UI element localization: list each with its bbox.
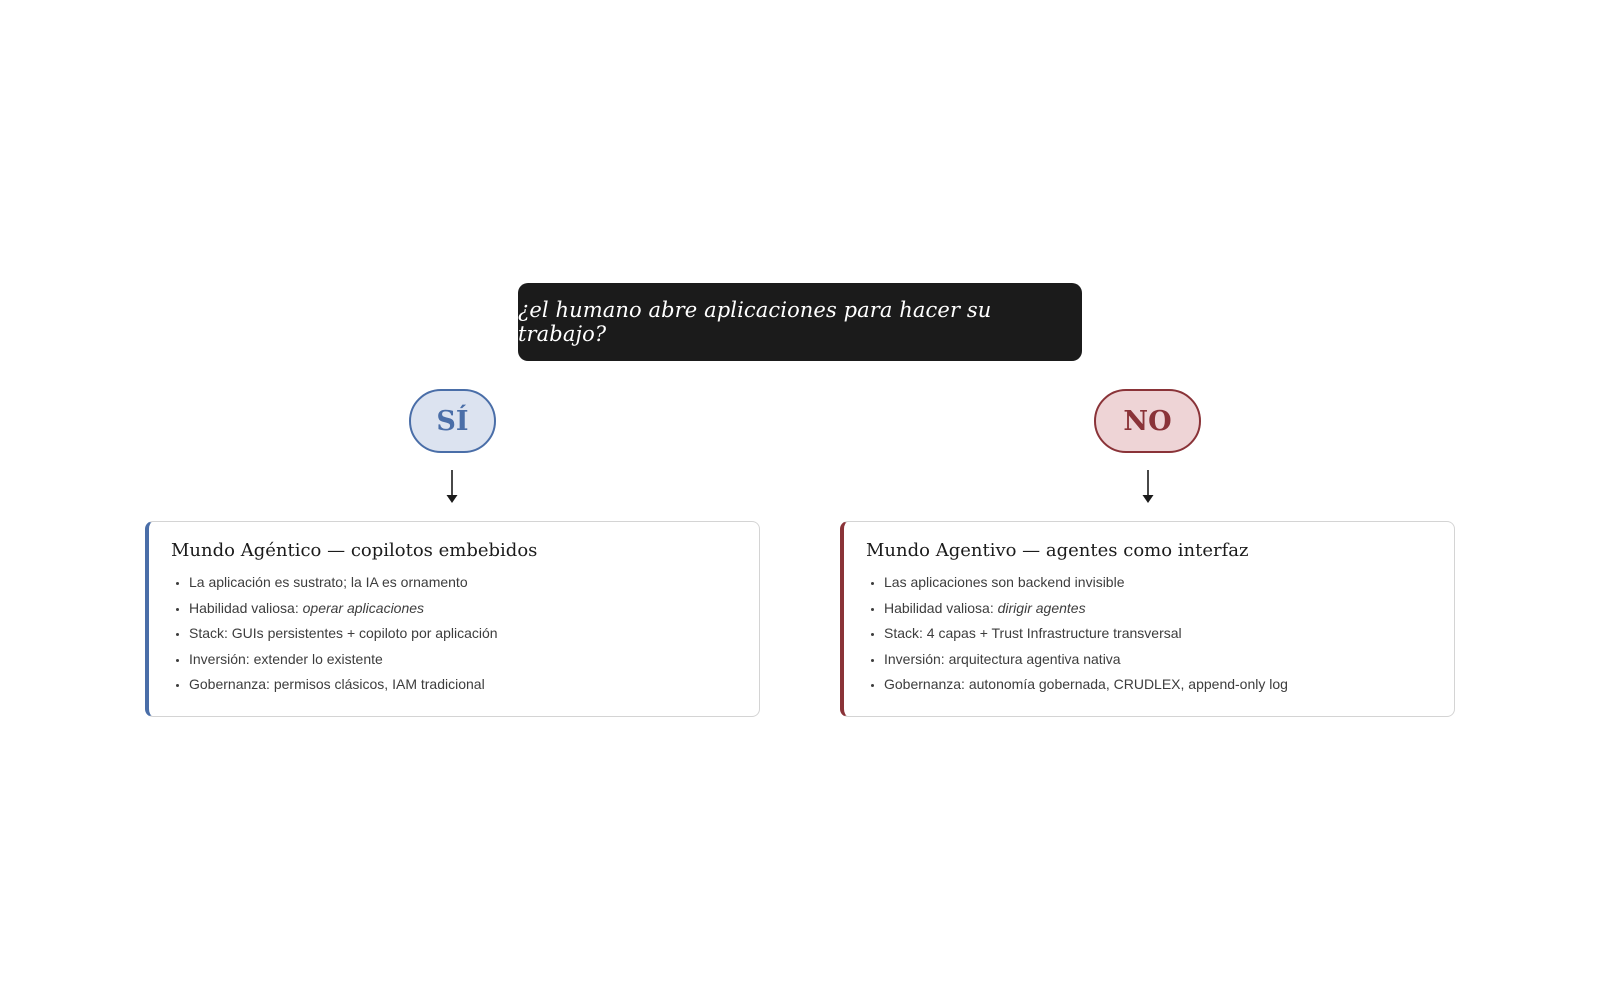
agentive-world-title: Mundo Agentivo — agentes como interfaz <box>866 540 1249 561</box>
agentive-world-list <box>866 570 1434 698</box>
agentic-world-list <box>171 570 739 698</box>
no-branch-pill <box>1094 389 1201 453</box>
list-item: • Habilidad valiosa: operar aplicaciones <box>189 596 739 622</box>
decision-question-text: ¿el humano abre aplicaciones para hacer su trabajo? <box>518 298 992 346</box>
list-item: • Gobernanza: permisos clásicos, IAM tradicional <box>189 672 739 698</box>
yes-branch-pill <box>409 389 496 453</box>
agentive-world-card <box>840 521 1455 717</box>
no-branch-label: NO <box>1123 405 1172 437</box>
no-arrow-icon <box>1141 470 1155 504</box>
decision-question <box>518 283 1082 361</box>
agentic-world-title: Mundo Agéntico — copilotos embebidos <box>171 540 538 561</box>
list-item: • Las aplicaciones son backend invisible <box>884 570 1434 596</box>
list-item: • Inversión: extender lo existente <box>189 647 739 673</box>
list-item: • La aplicación es sustrato; la IA es ornamento <box>189 570 739 596</box>
list-item: • Inversión: arquitectura agentiva nativa <box>884 647 1434 673</box>
list-item: • Stack: GUIs persistentes + copiloto por aplicación <box>189 621 739 647</box>
list-item: • Habilidad valiosa: dirigir agentes <box>884 596 1434 622</box>
list-item: • Stack: 4 capas + Trust Infrastructure transversal <box>884 621 1434 647</box>
list-item: • Gobernanza: autonomía gobernada, CRUDLEX, append-only log <box>884 672 1434 698</box>
yes-arrow-icon <box>445 470 459 504</box>
agentic-world-card <box>145 521 760 717</box>
yes-branch-label: SÍ <box>436 405 469 437</box>
